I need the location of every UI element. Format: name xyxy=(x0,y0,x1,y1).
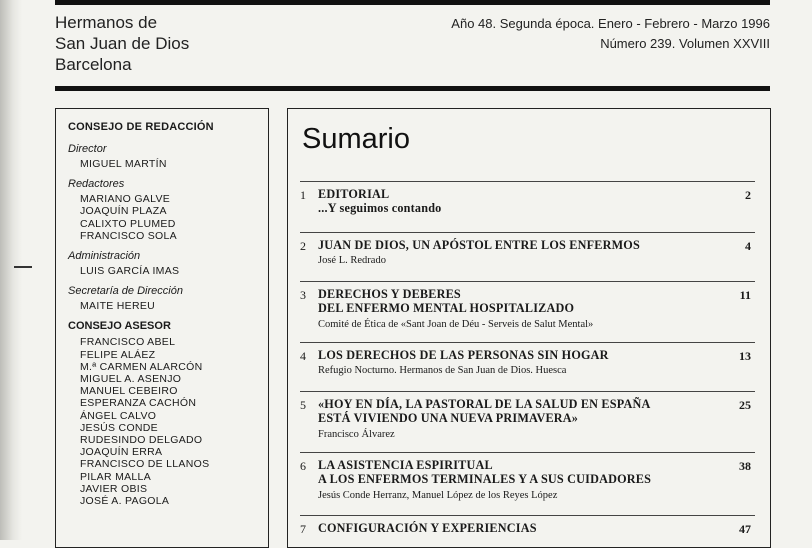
role-label: Secretaría de Dirección xyxy=(68,285,183,298)
role-label: Administración xyxy=(68,250,141,263)
entry-number: 7 xyxy=(300,522,306,536)
person-name: FRANCISCO SOLA xyxy=(80,229,177,242)
entry-title-line: JUAN DE DIOS, UN APÓSTOL ENTRE LOS ENFERMOS xyxy=(318,238,640,252)
entry-title xyxy=(318,521,713,535)
person-name: FRANCISCO ABEL xyxy=(80,336,176,349)
toc-entry[interactable] xyxy=(300,181,755,232)
top-rule xyxy=(55,0,770,5)
entry-page: 4 xyxy=(745,239,751,253)
page-binding-edge xyxy=(0,0,22,540)
entry-title-line: EDITORIAL xyxy=(318,187,390,201)
person-name: JESÚS CONDE xyxy=(80,421,158,434)
person-name: JAVIER OBIS xyxy=(80,482,148,495)
person-name: JOAQUÍN PLAZA xyxy=(80,205,167,218)
entry-title xyxy=(318,238,713,252)
entry-number: 3 xyxy=(300,288,306,302)
person-name: MAITE HEREU xyxy=(80,300,156,313)
person-name: CALIXTO PLUMED xyxy=(80,217,176,230)
entry-author: Refugio Nocturno. Hermanos de San Juan de Dios. Huesca xyxy=(318,365,567,376)
entry-number: 1 xyxy=(300,188,306,202)
toc-entry[interactable] xyxy=(300,515,755,546)
toc-title: Sumario xyxy=(302,123,410,155)
person-name: MANUEL CEBEIRO xyxy=(80,385,178,398)
entry-title xyxy=(318,458,713,486)
person-name: JOAQUÍN ERRA xyxy=(80,446,163,459)
entry-title-line: DEL ENFERMO MENTAL HOSPITALIZADO xyxy=(318,301,575,315)
secretaria-group xyxy=(68,285,268,312)
entry-number: 4 xyxy=(300,349,306,363)
person-name: ESPERANZA CACHÓN xyxy=(80,397,197,410)
person-name: LUIS GARCÍA IMAS xyxy=(80,265,180,278)
issue-number: Número 239. Volumen XXVIII xyxy=(600,36,770,51)
entry-page: 25 xyxy=(739,398,751,412)
entry-author: Comité de Ética de «Sant Joan de Déu - Serveis de Salut Mental» xyxy=(318,319,594,330)
redactores-group xyxy=(68,178,268,242)
publisher-block xyxy=(55,12,189,75)
entry-number: 5 xyxy=(300,398,306,412)
entry-author: Jesús Conde Herranz, Manuel López de los Reyes López xyxy=(318,490,558,501)
role-label: Director xyxy=(68,143,107,155)
publisher-line: Barcelona xyxy=(55,55,132,74)
person-name: MIGUEL MARTÍN xyxy=(80,158,167,170)
entry-author: Francisco Álvarez xyxy=(318,429,395,440)
entry-page: 47 xyxy=(739,522,751,536)
person-name: FELIPE ALÁEZ xyxy=(80,348,156,361)
entry-title xyxy=(318,287,713,315)
person-name: M.ª CARMEN ALARCÓN xyxy=(80,360,203,373)
toc-entry[interactable] xyxy=(300,452,755,515)
entry-title-line: LOS DERECHOS DE LAS PERSONAS SIN HOGAR xyxy=(318,348,609,362)
margin-mark xyxy=(14,266,32,268)
director-group xyxy=(68,143,268,170)
role-label: Redactores xyxy=(68,178,125,191)
issue-info xyxy=(451,14,770,54)
person-name: ÁNGEL CALVO xyxy=(80,409,157,422)
entry-title-line: CONFIGURACIÓN Y EXPERIENCIAS xyxy=(318,521,537,535)
entry-number: 2 xyxy=(300,239,306,253)
advisory-list xyxy=(68,336,268,507)
person-name: FRANCISCO DE LLANOS xyxy=(80,458,210,471)
advisory-board-title: CONSEJO ASESOR xyxy=(68,320,171,333)
issue-date: Año 48. Segunda época. Enero - Febrero - Marzo 1996 xyxy=(451,16,770,31)
person-name: MARIANO GALVE xyxy=(80,193,171,206)
entry-page: 11 xyxy=(739,288,751,302)
toc-entry[interactable] xyxy=(300,342,755,391)
entry-page: 13 xyxy=(739,349,751,363)
toc-entry[interactable] xyxy=(300,281,755,342)
entry-title-line: «HOY EN DÍA, LA PASTORAL DE LA SALUD EN ESPAÑA xyxy=(318,397,651,411)
entry-title-line: A LOS ENFERMOS TERMINALES Y A SUS CUIDADORES xyxy=(318,472,652,486)
person-name: MIGUEL A. ASENJO xyxy=(80,373,182,386)
entry-author: José L. Redrado xyxy=(318,255,386,266)
person-name: JOSÉ A. PAGOLA xyxy=(80,495,170,508)
publisher-line: Hermanos de xyxy=(55,13,158,32)
board-title: CONSEJO DE REDACCIÓN xyxy=(68,121,214,133)
person-name: RUDESINDO DELGADO xyxy=(80,434,203,447)
entry-title xyxy=(318,348,713,362)
entry-title xyxy=(318,397,713,425)
entry-title-line: ...Y seguimos contando xyxy=(318,201,442,215)
entry-number: 6 xyxy=(300,459,306,473)
person-name: PILAR MALLA xyxy=(80,470,151,483)
toc-entry[interactable] xyxy=(300,391,755,452)
table-of-contents xyxy=(287,108,771,548)
toc-entry[interactable] xyxy=(300,232,755,281)
entry-page: 2 xyxy=(745,188,751,202)
entry-title-line: ESTÁ VIVIENDO UNA NUEVA PRIMAVERA» xyxy=(318,411,579,425)
entry-title-line: DERECHOS Y DEBERES xyxy=(318,287,461,301)
masthead-rule xyxy=(55,86,770,91)
editorial-board-panel xyxy=(55,108,269,548)
admin-group xyxy=(68,250,268,277)
entry-title xyxy=(318,187,713,215)
publisher-line: San Juan de Dios xyxy=(55,34,190,53)
entry-title-line: LA ASISTENCIA ESPIRITUAL xyxy=(318,458,493,472)
entry-page: 38 xyxy=(739,459,751,473)
